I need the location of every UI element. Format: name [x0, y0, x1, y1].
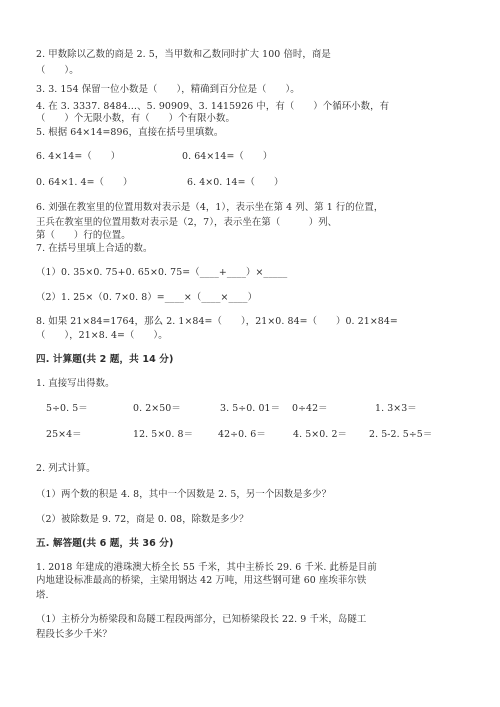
- q3-text: 3. 3. 154 保留一位小数是（ ），精确到百分位是（ ）。: [36, 84, 300, 95]
- calc-q1-title: 1. 直接写出得数。: [36, 378, 115, 389]
- q5-item: 6. 4×14=（ ）: [36, 151, 121, 162]
- q8-text-line2: （ ），21×8. 4=（ ）。: [36, 330, 168, 341]
- calc-item: 2. 5-2. 5÷5＝: [369, 429, 433, 440]
- q4-text-line1: 4. 在 3. 3337. 8484…、5. 90909、3. 1415926 中，有（ ）个循环小数，有: [36, 101, 390, 112]
- calc-item: 42÷0. 6＝: [218, 429, 266, 440]
- calc-item: 12. 5×0. 8＝: [133, 429, 194, 440]
- q4-text-line2: （ ）个无限小数，有（ ）个有限小数。: [36, 113, 235, 124]
- calc-item: 4. 5×0. 2＝: [293, 429, 348, 440]
- q5-item: 0. 64×1. 4=（ ）: [36, 177, 133, 188]
- q5-intro: 5. 根据 64×14=896，直接在括号里填数。: [36, 127, 224, 138]
- q5-item: 0. 64×14=（ ）: [182, 151, 273, 162]
- q7-item2: （2）1. 25×（0. 7×0. 8）=____×（____×____）: [36, 292, 258, 303]
- calc-item: 25×4＝: [46, 429, 82, 440]
- calc-q2-title: 2. 列式计算。: [36, 463, 96, 474]
- calc-item: 5÷0. 5＝: [46, 403, 88, 414]
- section-4-heading: 四. 计算题(共 2 题，共 14 分): [36, 354, 174, 365]
- q6-text-line3: 第（ ）行的位置。: [36, 230, 131, 241]
- word-q1-sub1-line2: 程段长多少千米？: [36, 629, 112, 640]
- q5-item: 6. 4×0. 14=（ ）: [187, 177, 284, 188]
- calc-q2-item2: （2）被除数是 9. 72，商是 0. 08，除数是多少？: [36, 514, 249, 525]
- q6-text-line1: 6. 刘强在教室里的位置用数对表示是（4，1），表示坐在第 4 列、第 1 行的位置，: [36, 202, 384, 213]
- word-q1-sub1-line1: （1）主桥分为桥梁段和岛隧工程段两部分，已知桥梁段长 22. 9 千米，岛隧工: [36, 614, 367, 625]
- q6-text-line2: 王兵在教室里的位置用数对表示是（2，7），表示坐在第（ ）列、: [36, 217, 338, 228]
- word-q1-line1: 1. 2018 年建成的港珠澳大桥全长 55 千米，其中主桥长 29. 6 千米. 此桥是目前: [36, 562, 377, 573]
- word-q1-line2: 内地建设标准最高的桥梁，主梁用钢达 42 万吨，用这些钢可建 60 座埃菲尔铁: [36, 575, 367, 586]
- word-q1-line3: 塔.: [36, 590, 49, 601]
- q2-text-line2: （ ）。: [36, 65, 79, 76]
- calc-item: 0. 2×50＝: [133, 403, 181, 414]
- q7-item1: （1）0. 35×0. 75+0. 65×0. 75=（____+____）×_____: [36, 267, 288, 278]
- calc-item: 3. 5÷0. 01＝: [220, 403, 281, 414]
- calc-item: 0÷42＝: [292, 403, 328, 414]
- q8-text-line1: 8. 如果 21×84=1764，那么 2. 1×84=（ ），21×0. 84=（ ）0. 21×84=: [36, 316, 398, 327]
- section-5-heading: 五. 解答题(共 6 题，共 36 分): [36, 538, 174, 549]
- calc-q2-item1: （1）两个数的积是 4. 8，其中一个因数是 2. 5，另一个因数是多少？: [36, 489, 332, 500]
- calc-item: 1. 3×3＝: [375, 403, 417, 414]
- q2-text-line1: 2. 甲数除以乙数的商是 2. 5，当甲数和乙数同时扩大 100 倍时，商是: [36, 49, 331, 60]
- q7-intro: 7. 在括号里填上合适的数。: [36, 243, 153, 254]
